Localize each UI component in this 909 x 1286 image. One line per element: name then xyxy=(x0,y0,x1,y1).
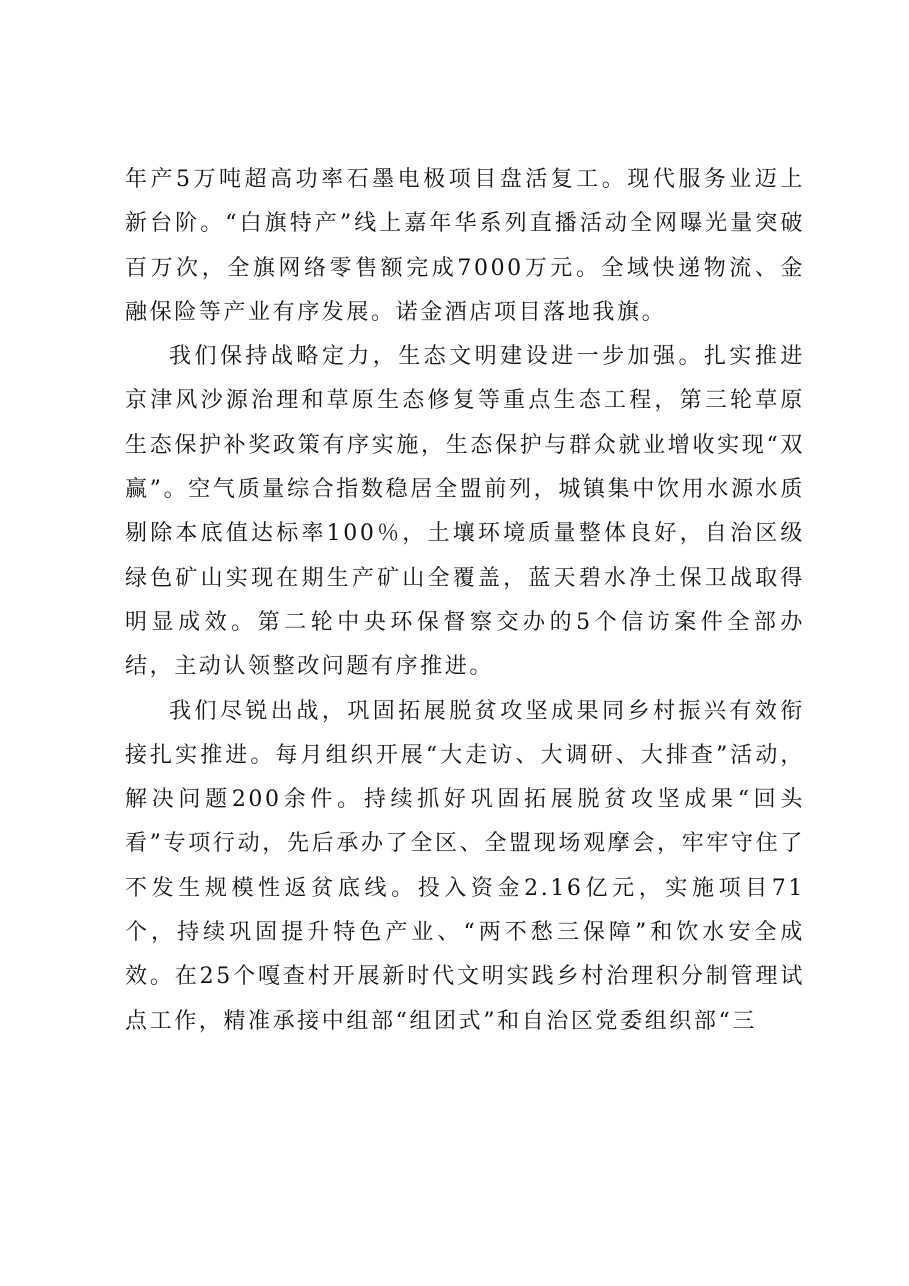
paragraph-2: 我们保持战略定力，生态文明建设进一步加强。扎实推进京津风沙源治理和草原生态修复等重点生态工程，第三轮草原生态保护补奖政策有序实施，生态保护与群众就业增收实现“双赢”。空气质量综合指数稳居全盟前列，城镇集中饮用水源水质剔除本底值达标率100％，土壤环境质量整体良好，自治区级绿色矿山实现在期生产矿山全覆盖，蓝天碧水净土保卫战取得明显成效。第二轮中央环保督察交办的5个信访案件全部办结，主动认领整改问题有序推进。 xyxy=(125,344,805,680)
document-body xyxy=(125,158,805,1044)
paragraph-3: 我们尽锐出战，巩固拓展脱贫攻坚成果同乡村振兴有效衔接扎实推进。每月组织开展“大走访、大调研、大排查”活动，解决问题200余件。持续抓好巩固拓展脱贫攻坚成果“回头看”专项行动，先后承办了全区、全盟现场观摩会，牢牢守住了不发生规模性返贫底线。投入资金2.16亿元，实施项目71个，持续巩固提升特色产业、“两不愁三保障”和饮水安全成效。在25个嘎查村开展新时代文明实践乡村治理积分制管理试点工作，精准承接中组部“组团式”和自治区党委组织部“三 xyxy=(125,698,805,1034)
paragraph-1: 年产5万吨超高功率石墨电极项目盘活复工。现代服务业迈上新台阶。“白旗特产”线上嘉年华系列直播活动全网曝光量突破百万次，全旗网络零售额完成7000万元。全域快递物流、金融保险等产业有序发展。诺金酒店项目落地我旗。 xyxy=(125,167,805,325)
